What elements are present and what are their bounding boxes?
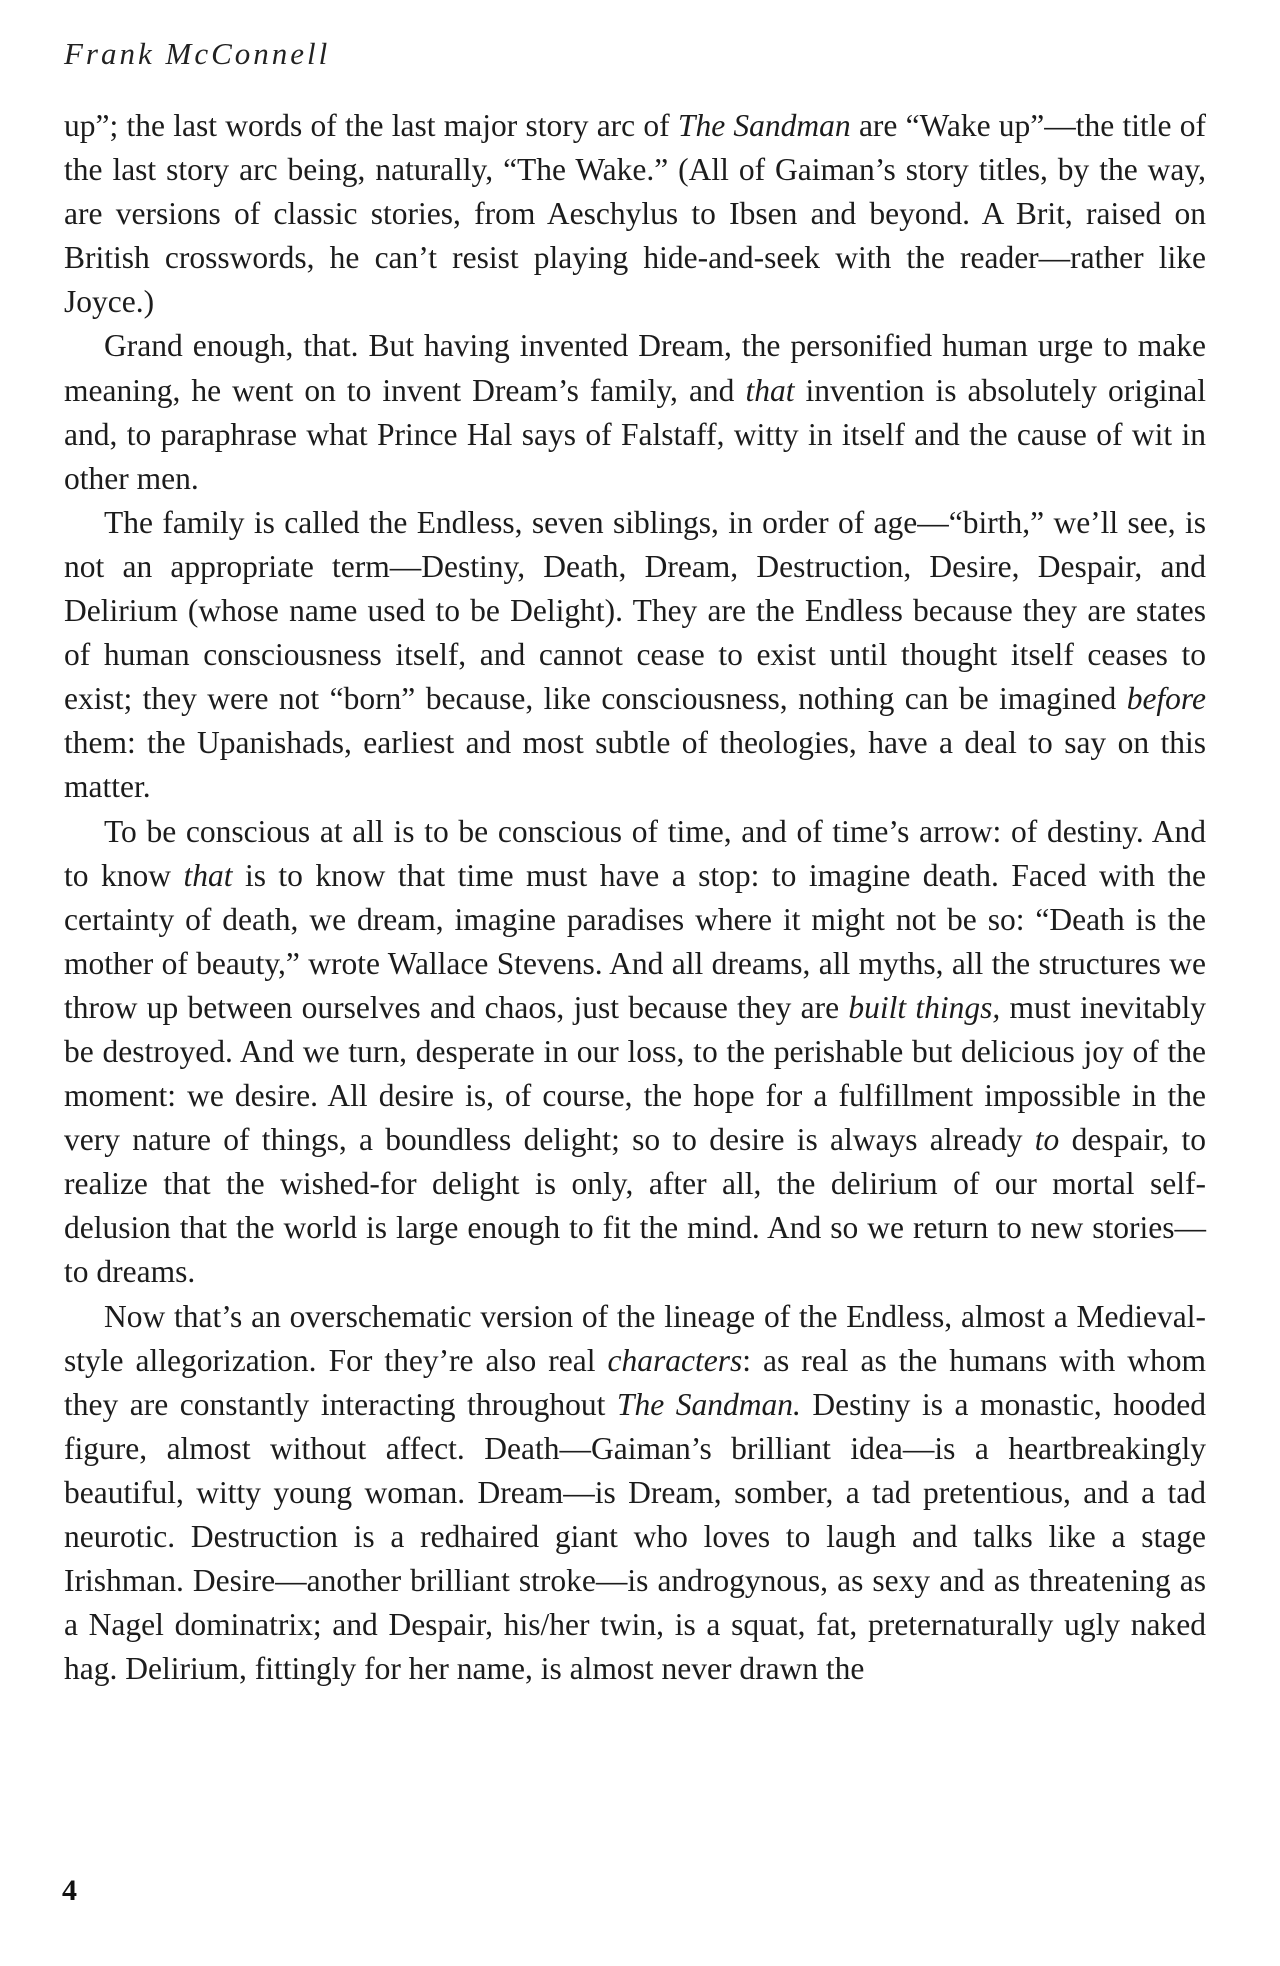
text-run: The family is called the Endless, seven siblings, in order of age—“birth,” we’ll see, is not an appropriate term—Destiny, Death, Dream, Destruction, Desire, Despair, and Delirium (whose name used to be Delight). They are the Endless because they are states of human consciousness itself, and cannot cease to exist until thought itself ceases to exist; they were not “born” because, like consciousness, nothing can be imagined bbox=[64, 504, 1206, 717]
body-text bbox=[64, 104, 1206, 1691]
text-run: Destiny is a monastic, hooded figure, almost without affect. Death—Gaiman’s brilliant idea—is a heartbreakingly beautiful, witty young woman. Dream—is Dream, somber, a tad pretentious, and a tad neurotic. Destruction is a redhaired giant who loves to laugh and talks like a stage Irishman. Desire—another brilliant stroke—is androgynous, as sexy and as threatening as a Nagel dominatrix; and Despair, his/her twin, is a squat, fat, preternaturally ugly naked hag. Delirium, fittingly for her name, is almost never drawn the bbox=[64, 1386, 1206, 1687]
text-run: Now that’s an overschematic version of the lineage of the Endless, almost a Medieval-style allegorization. For they’re also real bbox=[64, 1298, 1206, 1378]
italic-text: that bbox=[745, 372, 795, 408]
text-run: To be conscious at all is to be conscious of time, and of time’s arrow: of destiny. And to know bbox=[64, 813, 1206, 893]
running-head: Frank McConnell bbox=[64, 36, 331, 71]
text-run: despair, to realize that the wished-for delight is only, after all, the delirium of our mortal self-delusion that the world is large enough to fit the mind. And so we return to new stories—to dreams. bbox=[64, 1122, 1206, 1290]
italic-text: characters bbox=[607, 1342, 743, 1378]
page-number: 4 bbox=[62, 1874, 77, 1907]
paragraph bbox=[64, 1295, 1206, 1692]
text-run: must inevitably be destroyed. And we turn, desperate in our loss, to the perishable but delicious joy of the moment: we desire. All desire is, of course, the hope for a fulfillment impossible in the very nature of things, a boundless delight; so to desire is always already bbox=[64, 989, 1206, 1158]
italic-text: The Sandman bbox=[677, 108, 851, 143]
italic-text: The Sandman. bbox=[616, 1386, 801, 1422]
text-run: invention is absolutely original and, to paraphrase what Prince Hal says of Falstaff, witty in itself and the cause of wit in other men. bbox=[64, 372, 1206, 496]
paragraph bbox=[64, 104, 1206, 324]
paragraph bbox=[64, 810, 1206, 1295]
text-run: them: the Upanishads, earliest and most subtle of theologies, have a deal to say on this matter. bbox=[64, 725, 1206, 805]
text-run: : as real as the humans with whom they are constantly interacting throughout bbox=[64, 1342, 1206, 1422]
text-run: up”; the last words of the last major story arc of bbox=[64, 108, 678, 143]
paragraph bbox=[64, 501, 1206, 810]
text-run: Grand enough, that. But having invented Dream, the personified human urge to make meaning, he went on to invent Dream’s family, and bbox=[64, 328, 1206, 408]
text-run: is to know that time must have a stop: to imagine death. Faced with the certainty of death, we dream, imagine paradises where it might not be so: “Death is the mother of beauty,” wrote Wallace Stevens. And all dreams, all myths, all the structures we throw up between ourselves and chaos, just because they are bbox=[64, 857, 1206, 1025]
italic-text: to bbox=[1034, 1122, 1060, 1158]
italic-text: built things, bbox=[848, 989, 1001, 1025]
text-run: are “Wake up”—the title of the last story arc being, naturally, “The Wake.” (All of Gaiman’s story titles, by the way, are versions of classic stories, from Aeschylus to Ibsen and beyond. A Brit, raised on British crosswords, he can’t resist playing hide-and-seek with the reader—rather like Joyce.) bbox=[64, 108, 1207, 320]
paragraph bbox=[64, 324, 1206, 500]
italic-text: that bbox=[183, 857, 233, 893]
italic-text: before bbox=[1126, 681, 1206, 717]
